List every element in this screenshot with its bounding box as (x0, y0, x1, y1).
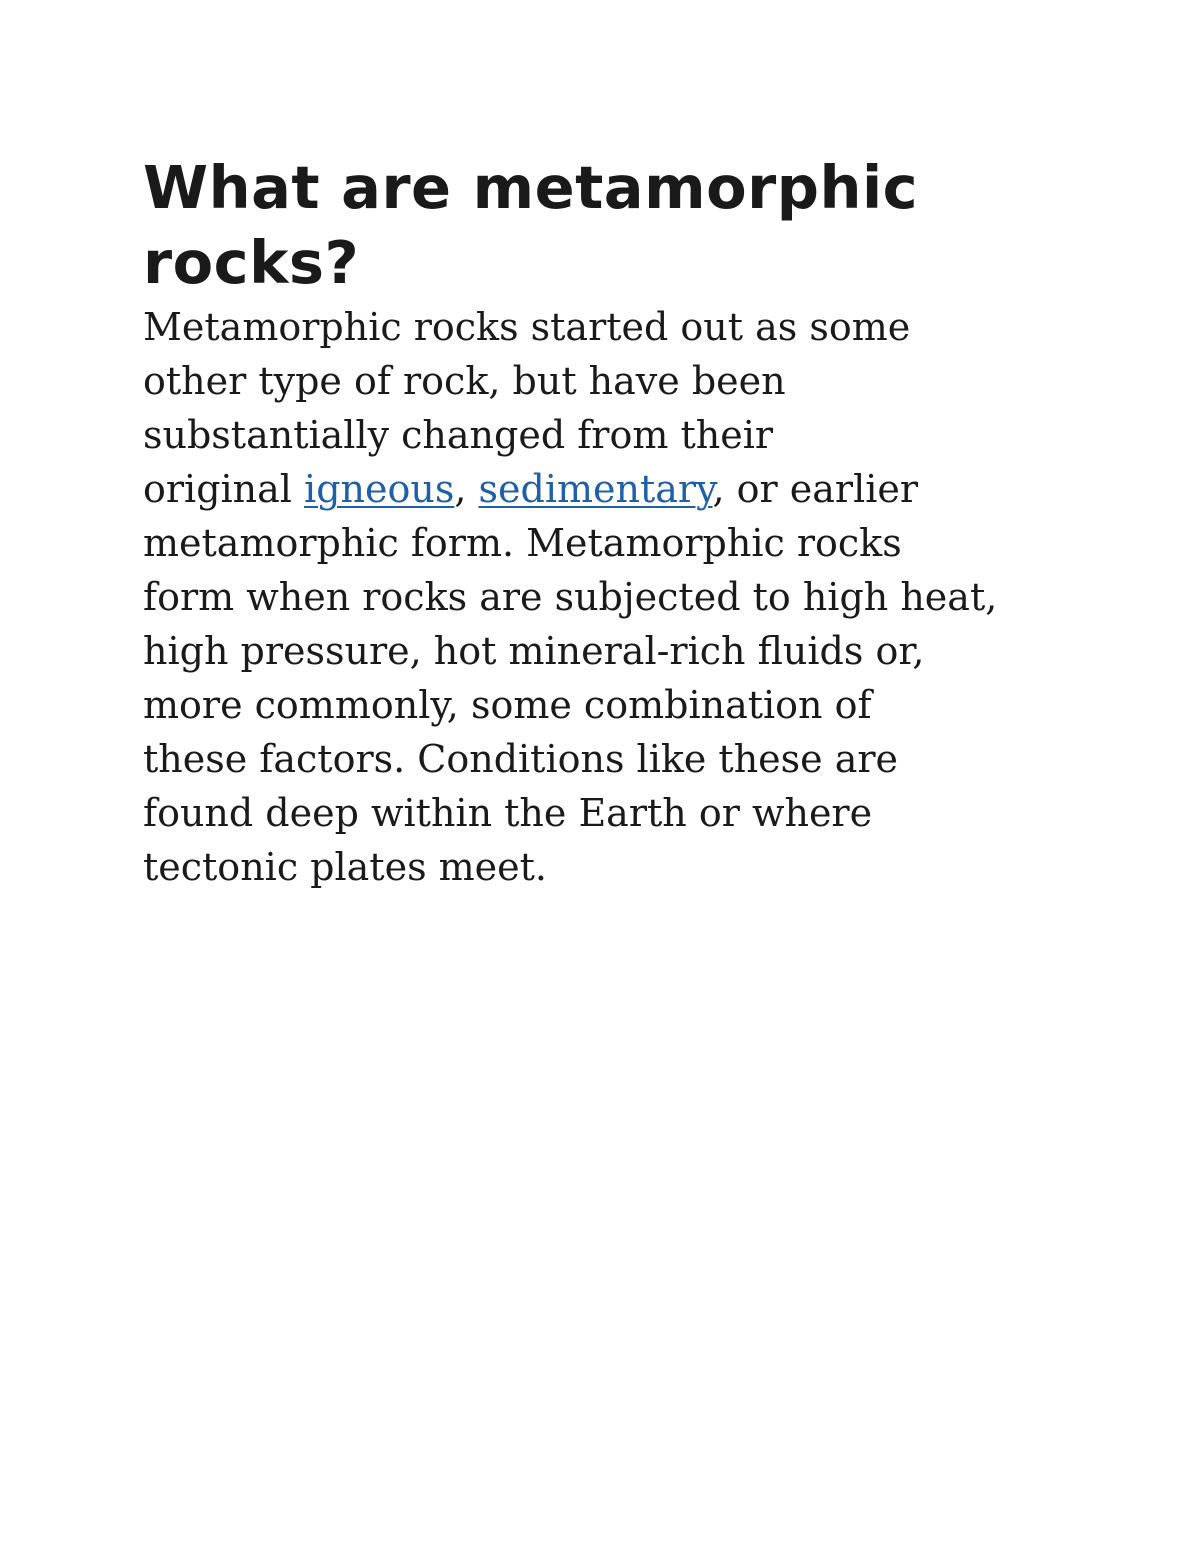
paragraph-line-9: these factors. Conditions like these are (143, 737, 899, 781)
paragraph-line-5: metamorphic form. Metamorphic rocks (143, 521, 902, 565)
body-paragraph (143, 300, 1063, 894)
paragraph-line-1: Metamorphic rocks started out as some (143, 305, 911, 349)
sedimentary-link[interactable]: sedimentary (478, 467, 713, 511)
paragraph-line-10: found deep within the Earth or where (143, 791, 873, 835)
title-line-2: rocks? (143, 228, 360, 297)
paragraph-line-11: tectonic plates meet. (143, 845, 548, 889)
paragraph-line-4-prefix: original (143, 467, 305, 511)
paragraph-line-7: high pressure, hot mineral-rich fluids or, (143, 629, 925, 673)
link-separator: , (454, 467, 479, 511)
paragraph-line-8: more commonly, some combination of (143, 683, 872, 727)
article (143, 150, 1063, 894)
paragraph-line-2: other type of rock, but have been (143, 359, 786, 403)
page-title (143, 150, 1063, 300)
paragraph-line-4-suffix: , or earlier (712, 467, 919, 511)
paragraph-line-3: substantially changed from their (143, 413, 774, 457)
title-line-1: What are metamorphic (143, 153, 919, 222)
igneous-link[interactable]: igneous (304, 467, 455, 511)
paragraph-line-6: form when rocks are subjected to high heat, (143, 575, 998, 619)
